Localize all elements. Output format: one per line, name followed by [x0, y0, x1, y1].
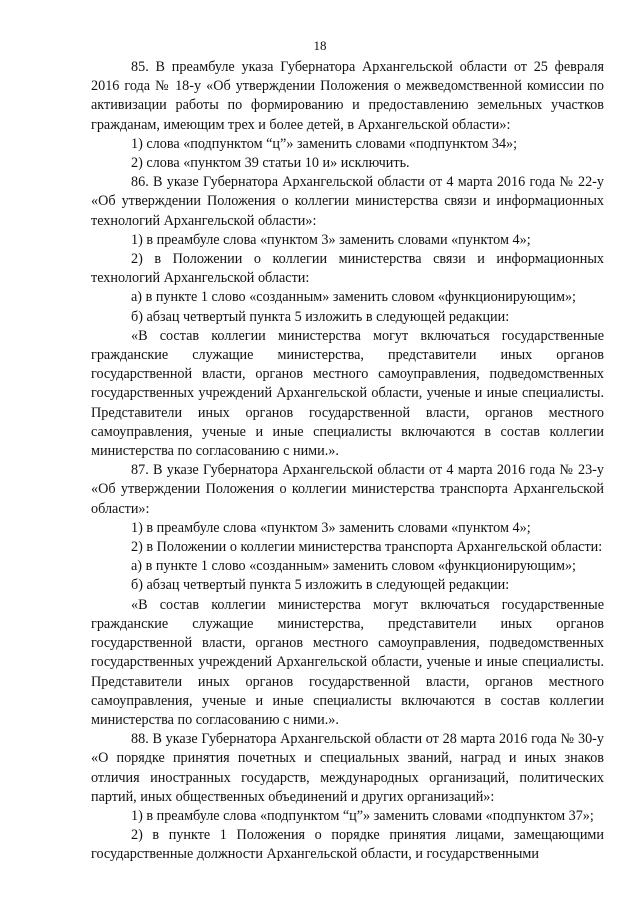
paragraph-86: 86. В указе Губернатора Архангельской области от 4 марта 2016 года № 22-у «Об утверждении Положения о коллегии министерства связи и информационных технологий Архангельской области»:	[91, 174, 604, 229]
paragraph-87-quote: «В состав коллегии министерства могут включаться государственные гражданские служащие министерства, представители иных органов государственной власти, органов местного самоуправления, подведомственных государственных учреждений Архангельской области, ученые и иные специалисты. Представители иных органов государственной власти, органов местного самоуправления, ученые и иные специалисты включаются в состав коллегии министерства по согласованию с ними.».	[91, 596, 604, 728]
paragraph-87: 87. В указе Губернатора Архангельской области от 4 марта 2016 года № 23-у «Об утверждении Положения о коллегии министерства транспорта Архангельской области»:	[91, 462, 604, 517]
document-body	[91, 58, 604, 865]
page-number: 18	[313, 38, 327, 53]
paragraph-86-subitem-a: а) в пункте 1 слово «созданным» заменить словом «функционирующим»;	[131, 289, 576, 306]
paragraph-88: 88. В указе Губернатора Архангельской области от 28 марта 2016 года № 30-у «О порядке принятия почетных и специальных званий, наград и иных знаков отличия иностранных государств, международных организаций, политических партий, иных общественных объединений и других организаций»:	[91, 731, 604, 805]
paragraph-88-item-2: 2) в пункте 1 Положения о порядке принятия лицами, замещающими государственные должности Архангельской области, и государственными	[91, 827, 604, 863]
paragraph-86-item-2: 2) в Положении о коллегии министерства связи и информационных технологий Архангельской области:	[91, 251, 604, 287]
paragraph-86-item-1: 1) в преамбуле слова «пунктом 3» заменить словами «пунктом 4»;	[131, 231, 531, 248]
paragraph-85-item-1: 1) слова «подпунктом “ц”» заменить словами «подпунктом 34»;	[131, 135, 518, 152]
paragraph-86-subitem-b: б) абзац четвертый пункта 5 изложить в следующей редакции:	[131, 308, 510, 325]
paragraph-87-item-2: 2) в Положении о коллегии министерства транспорта Архангельской области:	[131, 539, 603, 556]
paragraph-88-item-1: 1) в преамбуле слова «подпунктом “ц”» заменить словами «подпунктом 37»;	[131, 807, 594, 824]
paragraph-87-subitem-b: б) абзац четвертый пункта 5 изложить в следующей редакции:	[131, 577, 510, 594]
paragraph-87-subitem-a: а) в пункте 1 слово «созданным» заменить словом «функционирующим»;	[131, 558, 576, 575]
paragraph-86-quote: «В состав коллегии министерства могут включаться государственные гражданские служащие министерства, представители иных органов государственной власти, органов местного самоуправления, подведомственных государственных учреждений Архангельской области, ученые и иные специалисты. Представители иных органов государственной власти, органов местного самоуправления, ученые и иные специалисты включаются в состав коллегии министерства по согласованию с ними.».	[91, 327, 604, 460]
paragraph-85: 85. В преамбуле указа Губернатора Архангельской области от 25 февраля 2016 года № 18-у «Об утверждении Положения о межведомственной комиссии по активизации работы по формированию и предоставлению земельных участков гражданам, имеющим трех и более детей, в Архангельской области»:	[91, 59, 604, 133]
paragraph-85-item-2: 2) слова «пунктом 39 статьи 10 и» исключить.	[131, 155, 410, 172]
paragraph-87-item-1: 1) в преамбуле слова «пунктом 3» заменить словами «пунктом 4»;	[131, 519, 531, 536]
